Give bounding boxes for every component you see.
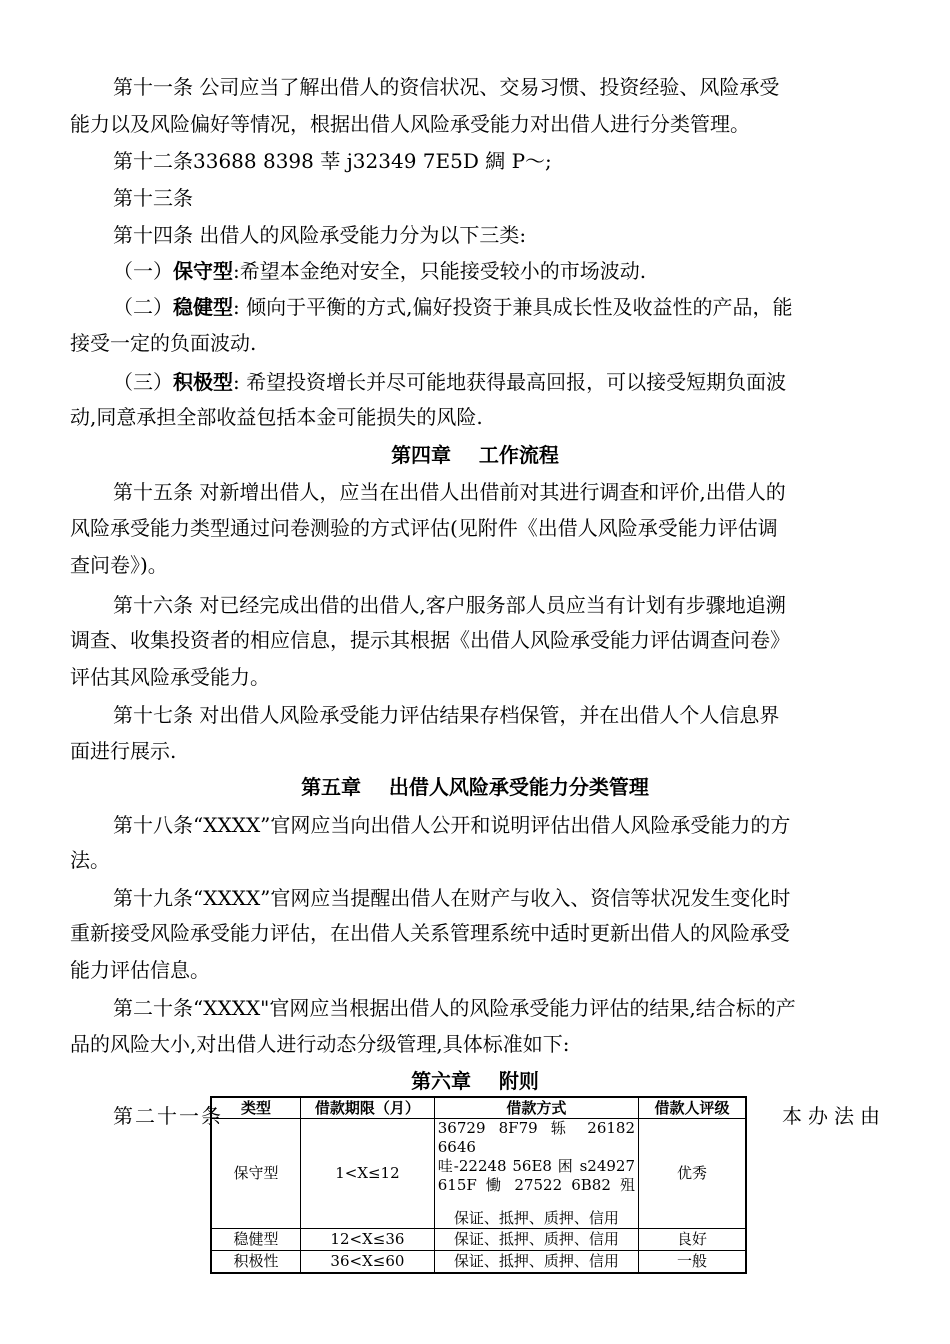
- type-2-name: 稳健型: [173, 295, 233, 319]
- table-header-row: [211, 1097, 746, 1119]
- cell-method: [434, 1119, 638, 1229]
- cell-rating: 良好: [639, 1229, 747, 1251]
- loan-criteria-table: [210, 1096, 747, 1274]
- article-17-line-1: 第十七条 对出借人风险承受能力评估结果存档保管，并在出借人个人信息界: [113, 703, 780, 727]
- type-1-name: 保守型: [173, 259, 233, 283]
- type-3-text: : 希望投资增长并尽可能地获得最高回报，可以接受短期负面波: [233, 370, 787, 394]
- chapter-4-heading: 第四章 工作流程: [391, 443, 559, 467]
- type-2-prefix: （二）: [113, 295, 173, 319]
- risk-type-aggressive: [113, 367, 882, 397]
- chapter-6-heading: 第六章 附则: [411, 1069, 539, 1093]
- article-17-line-2: 面进行展示.: [70, 739, 177, 763]
- table-row: [211, 1251, 746, 1274]
- article-13: 第十三条: [113, 186, 193, 210]
- cell-term: 12<X≤36: [301, 1229, 435, 1251]
- method-line: 615F 慟 27522 6B82 殂: [437, 1176, 635, 1194]
- cell-term: 36<X≤60: [301, 1251, 435, 1274]
- article-18-line-1: 第十八条“XXXX”官网应当向出借人公开和说明评估出借人风险承受能力的方: [113, 813, 791, 837]
- cell-type: 稳健型: [211, 1229, 301, 1251]
- article-11-line-1: 第十一条 公司应当了解出借人的资信状况、交易习惯、投资经验、风险承受: [113, 75, 780, 99]
- cell-term: 1<X≤12: [301, 1119, 435, 1229]
- article-14: 第十四条 出借人的风险承受能力分为以下三类:: [113, 223, 527, 247]
- article-19-line-3: 能力评估信息。: [70, 958, 210, 982]
- type-3-prefix: （三）: [113, 370, 173, 394]
- header-term: 借款期限（月）: [301, 1097, 435, 1119]
- risk-type-balanced: [113, 292, 882, 322]
- risk-type-balanced-line-2: 接受一定的负面波动.: [70, 331, 257, 355]
- article-16-line-3: 评估其风险承受能力。: [70, 665, 270, 689]
- article-21-right: 本办法由: [782, 1104, 886, 1128]
- article-19-line-2: 重新接受风险承受能力评估，在出借人关系管理系统中适时更新出借人的风险承受: [70, 921, 790, 945]
- cell-type: 积极性: [211, 1251, 301, 1274]
- article-11-line-2: 能力以及风险偏好等情况，根据出借人风险承受能力对出借人进行分类管理。: [70, 112, 750, 136]
- method-line: 36729 8F79 轹 26182 6646: [437, 1119, 635, 1156]
- risk-type-aggressive-line-2: 动,同意承担全部收益包括本金可能损失的风险.: [70, 405, 483, 429]
- article-15-line-1: 第十五条 对新增出借人，应当在出借人出借前对其进行调查和评价,出借人的: [113, 480, 786, 504]
- cell-rating: 一般: [639, 1251, 747, 1274]
- article-19-line-1: 第十九条“XXXX”官网应当提醒出借人在财产与收入、资信等状况发生变化时: [113, 886, 791, 910]
- header-method: 借款方式: [434, 1097, 638, 1119]
- method-line: 保证、抵押、质押、信用: [453, 1209, 619, 1227]
- table-row: [211, 1229, 746, 1251]
- type-1-prefix: （一）: [113, 259, 173, 283]
- article-12: 第十二条33688 8398 莘 j32349 7E5D 綢 P～;: [113, 149, 552, 173]
- article-20-line-1: 第二十条“XXXX"官网应当根据出借人的风险承受能力评估的结果,结合标的产: [113, 996, 796, 1020]
- chapter-5-heading: 第五章 出借人风险承受能力分类管理: [301, 775, 649, 799]
- article-16-line-2: 调查、收集投资者的相应信息，提示其根据《出借人风险承受能力评估调查问卷》: [70, 628, 790, 652]
- cell-method: 保证、抵押、质押、信用: [434, 1251, 638, 1274]
- method-line: 哇-22248 56E8 困 s24927: [437, 1157, 635, 1175]
- article-15-line-3: 查问卷》)。: [70, 553, 168, 577]
- type-3-name: 积极型: [173, 370, 233, 394]
- type-2-text: : 倾向于平衡的方式,偏好投资于兼具成长性及收益性的产品，能: [233, 295, 793, 319]
- risk-type-conservative: [113, 256, 882, 286]
- header-type: 类型: [211, 1097, 301, 1119]
- type-1-text: :希望本金绝对安全，只能接受较小的市场波动.: [233, 259, 647, 283]
- article-16-line-1: 第十六条 对已经完成出借的出借人,客户服务部人员应当有计划有步骤地追溯: [113, 593, 786, 617]
- article-18-line-2: 法。: [70, 848, 110, 872]
- cell-rating: 优秀: [639, 1119, 747, 1229]
- article-15-line-2: 风险承受能力类型通过问卷测验的方式评估(见附件《出借人风险承受能力评估调: [70, 516, 778, 540]
- table-row: [211, 1119, 746, 1229]
- cell-method: 保证、抵押、质押、信用: [434, 1229, 638, 1251]
- header-rating: 借款人评级: [639, 1097, 747, 1119]
- article-20-line-2: 品的风险大小,对出借人进行动态分级管理,具体标准如下:: [70, 1032, 570, 1056]
- article-21-left: 第二十一条: [113, 1104, 223, 1128]
- cell-type: 保守型: [211, 1119, 301, 1229]
